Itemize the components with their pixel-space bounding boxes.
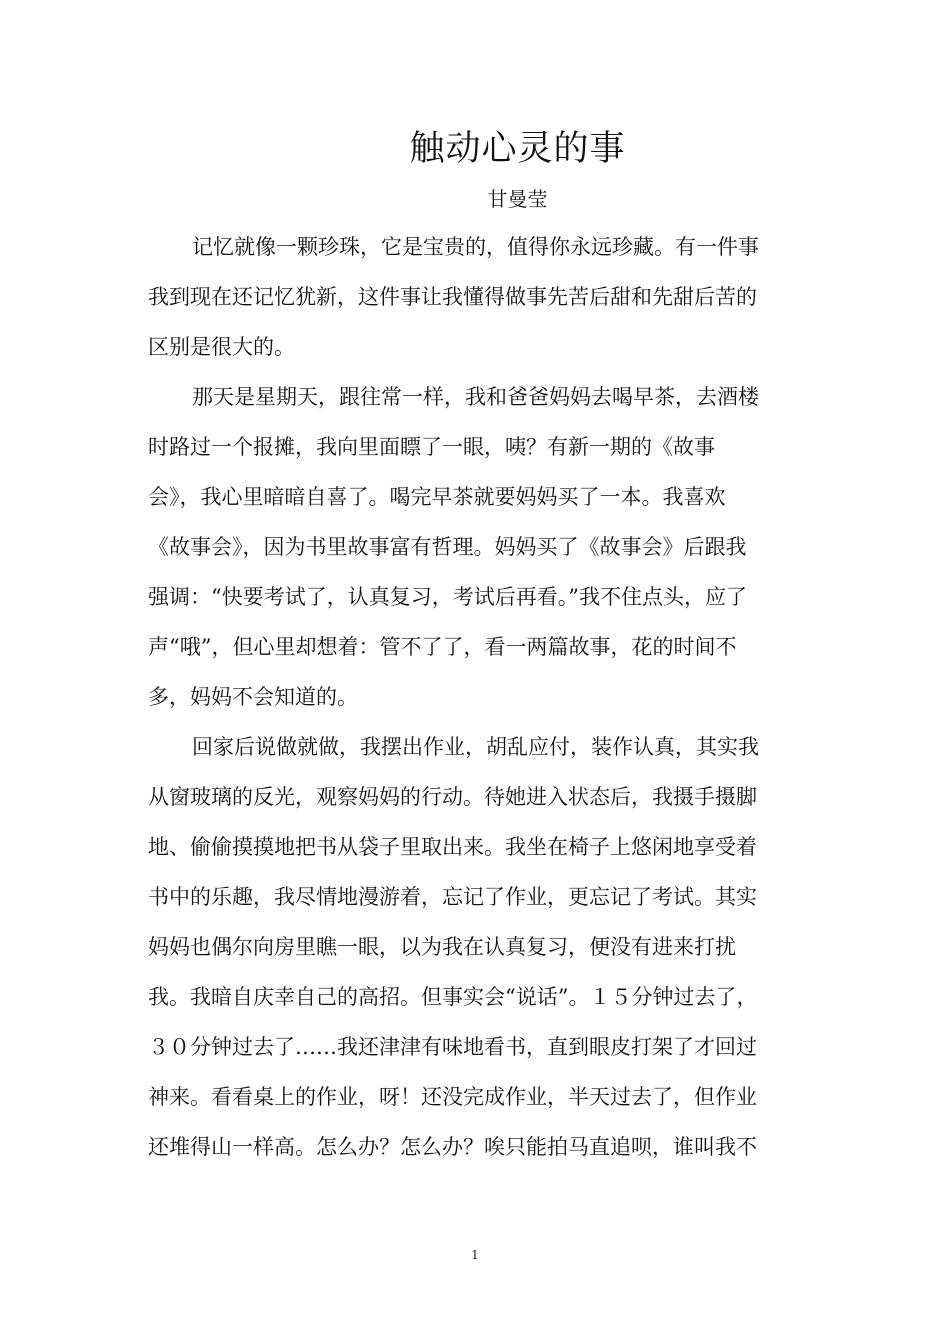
text-line: 那天是星期天，跟往常一样，我和爸爸妈妈去喝早茶，去酒楼 xyxy=(192,385,759,409)
author-name: 甘曼莹 xyxy=(487,187,548,211)
paragraph xyxy=(148,372,802,722)
text-line: 声“哦”，但心里却想着：管不了了，看一两篇故事，花的时间不 xyxy=(148,635,737,659)
paragraph xyxy=(148,222,802,372)
text-line: 多，妈妈不会知道的。 xyxy=(148,685,358,709)
page-number: 1 xyxy=(471,1248,479,1262)
text-line: 书中的乐趣，我尽情地漫游着，忘记了作业，更忘记了考试。其实 xyxy=(148,885,757,909)
text-line: 会》，我心里暗暗自喜了。喝完早茶就要妈妈买了一本。我喜欢 xyxy=(148,485,726,509)
text-line: 地、偷偷摸摸地把书从袋子里取出来。我坐在椅子上悠闲地享受着 xyxy=(148,835,757,859)
text-line: 从窗玻璃的反光，观察妈妈的行动。待她进入状态后，我摄手摄脚 xyxy=(148,785,757,809)
paragraph xyxy=(148,722,802,1172)
text-line: 妈妈也偶尔向房里瞧一眼，以为我在认真复习，便没有进来打扰 xyxy=(148,935,736,959)
text-line: 还堆得山一样高。怎么办？怎么办？唉只能拍马直追呗，谁叫我不 xyxy=(148,1135,757,1159)
text-line: 我。我暗自庆幸自己的高招。但事实会“说话”。１５分钟过去了， xyxy=(148,985,758,1009)
text-line: 强调：“快要考试了，认真复习，考试后再看。”我不住点头，应了 xyxy=(148,585,747,609)
text-line: 回家后说做就做，我摆出作业，胡乱应付，装作认真，其实我 xyxy=(192,735,759,759)
article-body xyxy=(148,222,802,1172)
text-line: 记忆就像一颗珍珠，它是宝贵的，值得你永远珍藏。有一件事 xyxy=(192,235,759,259)
text-line: 神来。看看桌上的作业，呀！还没完成作业，半天过去了，但作业 xyxy=(148,1085,757,1109)
text-line: 《故事会》，因为书里故事富有哲理。妈妈买了《故事会》后跟我 xyxy=(148,535,747,559)
text-line: ３０分钟过去了……我还津津有味地看书，直到眼皮打架了才回过 xyxy=(148,1035,757,1059)
document-title: 触动心灵的事 xyxy=(409,129,626,169)
text-line: 时路过一个报摊，我向里面瞟了一眼，咦？有新一期的《故事 xyxy=(148,435,715,459)
text-line: 区别是很大的。 xyxy=(148,335,295,359)
text-line: 我到现在还记忆犹新，这件事让我懂得做事先苦后甜和先甜后苦的 xyxy=(148,285,757,309)
